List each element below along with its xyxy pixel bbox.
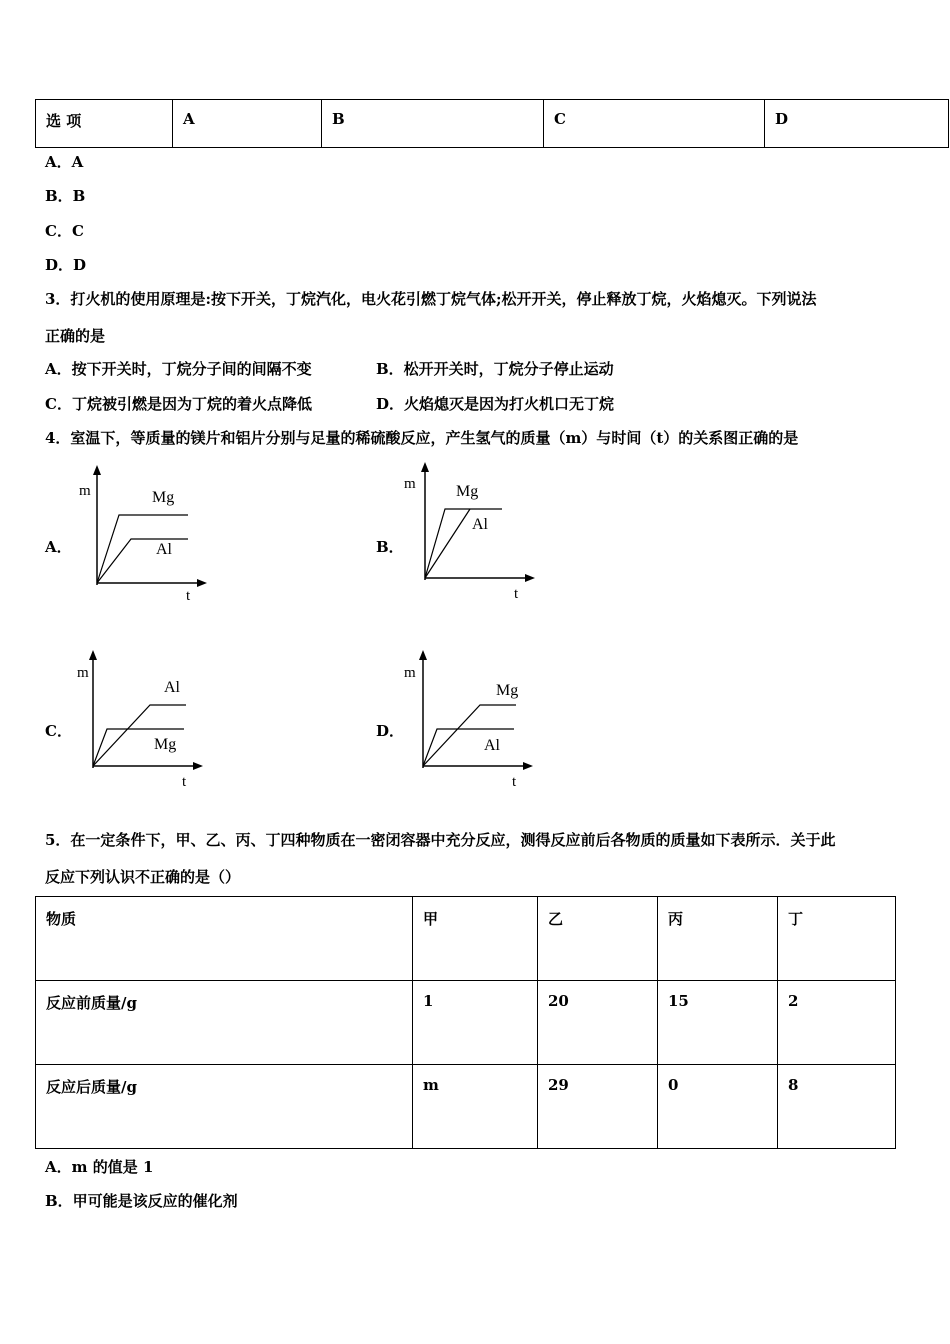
y-axis-arrow [419, 650, 427, 660]
table-cell [36, 100, 173, 148]
cell-text: 甲 [423, 910, 439, 928]
cell-text: 物质 [46, 910, 77, 928]
table-cell [658, 1065, 778, 1149]
al-line [423, 729, 514, 766]
table-cell [538, 1065, 658, 1149]
x-axis-label: t [186, 588, 191, 604]
cell-text: C [554, 110, 566, 128]
q5-option-b: B．甲可能是该反应的催化剂 [45, 1192, 238, 1210]
table-row [36, 1065, 896, 1149]
al-line [97, 539, 188, 583]
table-cell [413, 1065, 538, 1149]
cell-text: 反应后质量/g [46, 1078, 137, 1096]
cell-text: 反应前质量/g [46, 994, 137, 1012]
cell-text: 0 [668, 1076, 679, 1094]
q4-option-b-label: B． [376, 538, 404, 556]
table-header-cell [413, 897, 538, 981]
q5-option-a: A．m 的值是 1 [45, 1158, 154, 1176]
table-header-cell [36, 897, 413, 981]
q2-option-c: C．C [45, 222, 84, 240]
cell-text: 乙 [548, 910, 564, 928]
al-label: Al [484, 737, 500, 754]
cell-text: B [332, 110, 345, 128]
mg-label: Mg [496, 682, 519, 699]
mg-line [423, 705, 516, 766]
mass-table [35, 896, 896, 1149]
table-cell [322, 100, 544, 148]
table-row [36, 981, 896, 1065]
options-table [35, 99, 949, 148]
graph-a [70, 465, 220, 610]
q2-option-d: D．D [45, 256, 87, 274]
table-row [36, 100, 949, 148]
cell-text: 2 [788, 992, 799, 1010]
mg-label: Mg [154, 736, 177, 753]
q2-option-a: A．A [45, 153, 84, 171]
y-axis-arrow [89, 650, 97, 660]
q3-option-b: B．松开开关时，丁烷分子停止运动 [376, 360, 614, 378]
q3-option-a: A．按下开关时，丁烷分子间的间隔不变 [45, 360, 312, 378]
y-axis-label: m [77, 665, 89, 681]
cell-text: 29 [548, 1076, 569, 1094]
y-axis-label: m [404, 476, 416, 492]
table-cell [413, 981, 538, 1065]
x-axis-arrow [525, 574, 535, 582]
y-axis-label: m [79, 483, 91, 499]
table-cell [544, 100, 765, 148]
mg-label: Mg [152, 489, 175, 506]
y-axis-arrow [421, 462, 429, 472]
table-cell [173, 100, 322, 148]
table-cell [778, 1065, 896, 1149]
table-cell [36, 981, 413, 1065]
x-axis-arrow [197, 579, 207, 587]
q4-stem: 4．室温下，等质量的镁片和铝片分别与足量的稀硫酸反应，产生氢气的质量（m）与时间（t）的关系图正确的是 [45, 429, 799, 447]
x-axis-arrow [193, 762, 203, 770]
table-header-cell [658, 897, 778, 981]
graph-c [68, 650, 218, 795]
x-axis-label: t [512, 774, 517, 790]
x-axis-label: t [182, 774, 187, 790]
cell-text: 丙 [668, 910, 684, 928]
mg-line [97, 515, 188, 583]
q4-option-a-label: A． [45, 538, 72, 556]
graph-b [398, 462, 548, 607]
q3-option-d: D．火焰熄灭是因为打火机口无丁烷 [376, 395, 615, 413]
y-axis-label: m [404, 665, 416, 681]
x-axis-arrow [523, 762, 533, 770]
table-cell [765, 100, 949, 148]
al-line [425, 509, 470, 578]
table-cell [36, 1065, 413, 1149]
cell-text: 选 项 [46, 112, 82, 130]
table-cell [538, 981, 658, 1065]
cell-text: 20 [548, 992, 569, 1010]
q4-option-d-label: D． [376, 722, 405, 740]
table-cell [778, 981, 896, 1065]
table-row [36, 897, 896, 981]
cell-text: m [423, 1076, 439, 1094]
q5-stem-line2: 反应下列认识不正确的是（） [45, 868, 241, 886]
al-label: Al [164, 679, 180, 696]
q3-option-c: C．丁烷被引燃是因为丁烷的着火点降低 [45, 395, 312, 413]
cell-text: 丁 [788, 910, 804, 928]
cell-text: 15 [668, 992, 689, 1010]
q2-option-b: B．B [45, 187, 86, 205]
q3-stem-line1: 3．打火机的使用原理是:按下开关，丁烷汽化，电火花引燃丁烷气体;松开开关，停止释放丁烷，火焰熄灭。下列说法 [45, 290, 817, 308]
cell-text: D [775, 110, 789, 128]
cell-text: 8 [788, 1076, 799, 1094]
mg-label: Mg [456, 483, 479, 500]
q5-stem-line1: 5．在一定条件下，甲、乙、丙、丁四种物质在一密闭容器中充分反应，测得反应前后各物质的质量如下表所示．关于此 [45, 831, 836, 849]
graph-d [398, 650, 548, 795]
al-label: Al [472, 516, 488, 533]
cell-text: 1 [423, 992, 434, 1010]
q4-option-c-label: C． [45, 722, 72, 740]
table-header-cell [538, 897, 658, 981]
table-header-cell [778, 897, 896, 981]
y-axis-arrow [93, 465, 101, 475]
q3-stem-line2: 正确的是 [45, 327, 106, 345]
al-label: Al [156, 541, 172, 558]
cell-text: A [183, 110, 195, 128]
x-axis-label: t [514, 586, 519, 602]
table-cell [658, 981, 778, 1065]
